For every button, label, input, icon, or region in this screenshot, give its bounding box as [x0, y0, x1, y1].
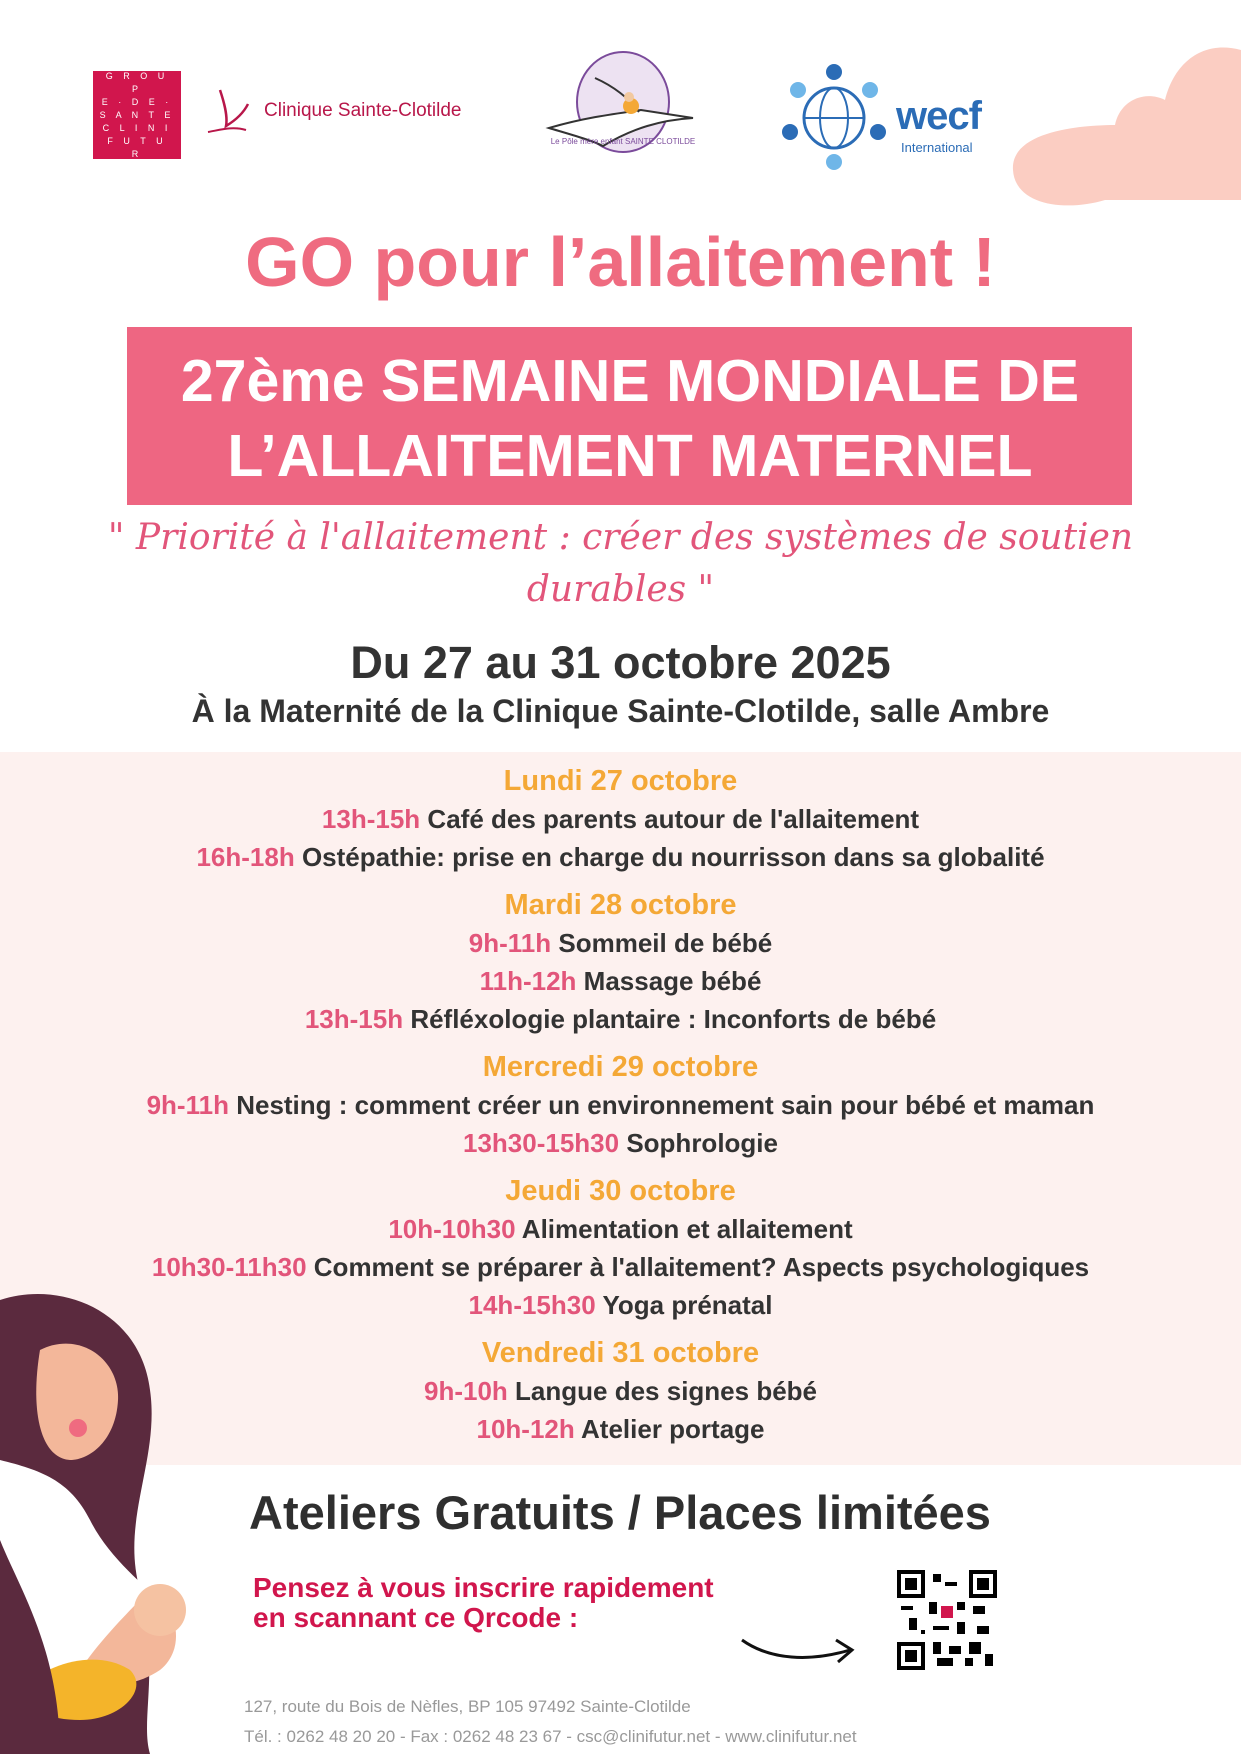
- event-row: [0, 1210, 1241, 1248]
- program-day: [0, 762, 1241, 876]
- event-label: Réfléxologie plantaire : Inconforts de bébé: [410, 1004, 937, 1034]
- day-title: Mardi 28 octobre: [504, 889, 737, 921]
- day-title: Vendredi 31 octobre: [481, 1337, 760, 1369]
- event-time: 13h-15h: [304, 1004, 404, 1034]
- banner-line-2: L’ALLAITEMENT MATERNEL: [227, 423, 1033, 489]
- event-label: Alimentation et allaitement: [521, 1214, 853, 1244]
- day-title: Mercredi 29 octobre: [482, 1051, 759, 1083]
- event-label: Massage bébé: [583, 966, 762, 996]
- event-time: 13h30-15h30: [462, 1128, 620, 1158]
- event-row: [0, 1086, 1241, 1124]
- wecf-international-logo: [778, 62, 988, 172]
- arrow-right-icon: [740, 1620, 860, 1670]
- event-dates: Du 27 au 31 octobre 2025: [350, 637, 891, 688]
- event-time: 13h-15h: [321, 804, 421, 834]
- day-title: Jeudi 30 octobre: [505, 1175, 736, 1207]
- event-label: Yoga prénatal: [602, 1290, 773, 1320]
- event-label: Café des parents autour de l'allaitement: [427, 804, 920, 834]
- day-title: Lundi 27 octobre: [503, 765, 738, 797]
- event-row: [0, 1248, 1241, 1286]
- event-label: Sommeil de bébé: [558, 928, 773, 958]
- pole-bird-icon: [543, 48, 703, 160]
- event-row: [0, 962, 1241, 1000]
- group-logo-text: G R O U P E · D E · S A N T E C L I N I F U T U R: [99, 70, 175, 159]
- event-row: [0, 838, 1241, 876]
- group-sante-clinifutur-logo: [93, 71, 181, 159]
- banner-line-1: 27ème SEMAINE MONDIALE DE: [180, 348, 1080, 414]
- register-line-1: Pensez à vous inscrire rapidement: [253, 1572, 714, 1603]
- event-label: Sophrologie: [626, 1128, 778, 1158]
- event-time: 16h-18h: [196, 842, 295, 872]
- event-label: Comment se préparer à l'allaitement? Aspects psychologiques: [313, 1252, 1090, 1282]
- event-banner: [127, 327, 1132, 505]
- event-label: Atelier portage: [581, 1414, 765, 1444]
- contact-line: Tél. : 0262 48 20 20 - Fax : 0262 48 23 67 - csc@clinifutur.net - www.clinifutur.net: [244, 1727, 857, 1746]
- cloud-decoration: [1005, 30, 1241, 210]
- wecf-globe-icon: [778, 62, 890, 172]
- event-time: 9h-11h: [146, 1090, 229, 1120]
- event-time: 14h-15h30: [468, 1290, 596, 1320]
- program-day: [0, 1048, 1241, 1162]
- slogan: " Priorité à l'allaitement : créer des systèmes de soutien durables ": [107, 517, 1134, 610]
- footer-address: [244, 1692, 857, 1752]
- event-venue: À la Maternité de la Clinique Sainte-Clotilde, salle Ambre: [191, 693, 1050, 729]
- registration-qrcode[interactable]: [897, 1570, 997, 1670]
- event-label: Nesting : comment créer un environnement sain pour bébé et maman: [236, 1090, 1095, 1120]
- event-row: [0, 1124, 1241, 1162]
- event-label: Langue des signes bébé: [515, 1376, 818, 1406]
- wecf-subtitle: International: [901, 140, 973, 155]
- clinique-sainte-clotilde-logo: [206, 86, 462, 136]
- address-line: 127, route du Bois de Nèfles, BP 105 97492 Sainte-Clotilde: [244, 1697, 691, 1716]
- pole-mere-enfant-logo: [543, 48, 703, 160]
- clinique-swoosh-icon: [206, 86, 250, 136]
- event-time: 9h-10h: [423, 1376, 508, 1406]
- event-row: [0, 800, 1241, 838]
- event-time: 10h-10h30: [388, 1214, 516, 1244]
- wecf-brand: wecf: [896, 94, 981, 138]
- free-workshops-text: Ateliers Gratuits / Places limitées: [249, 1486, 991, 1539]
- event-time: 10h-12h: [476, 1414, 575, 1444]
- event-row: [0, 924, 1241, 962]
- event-time: 10h30-11h30: [151, 1252, 307, 1282]
- program-day: [0, 886, 1241, 1038]
- page-title: GO pour l’allaitement !: [245, 223, 996, 301]
- event-time: 9h-11h: [468, 928, 552, 958]
- event-label: Ostépathie: prise en charge du nourrisson dans sa globalité: [301, 842, 1045, 872]
- register-prompt: [253, 1573, 714, 1633]
- register-line-2: en scannant ce Qrcode :: [253, 1602, 579, 1633]
- event-time: 11h-12h: [479, 966, 577, 996]
- clinique-name: Clinique Sainte-Clotilde: [264, 100, 462, 121]
- event-row: [0, 1000, 1241, 1038]
- pole-logo-text: Le Pôle mère enfant SAINTE CLOTILDE: [550, 137, 696, 146]
